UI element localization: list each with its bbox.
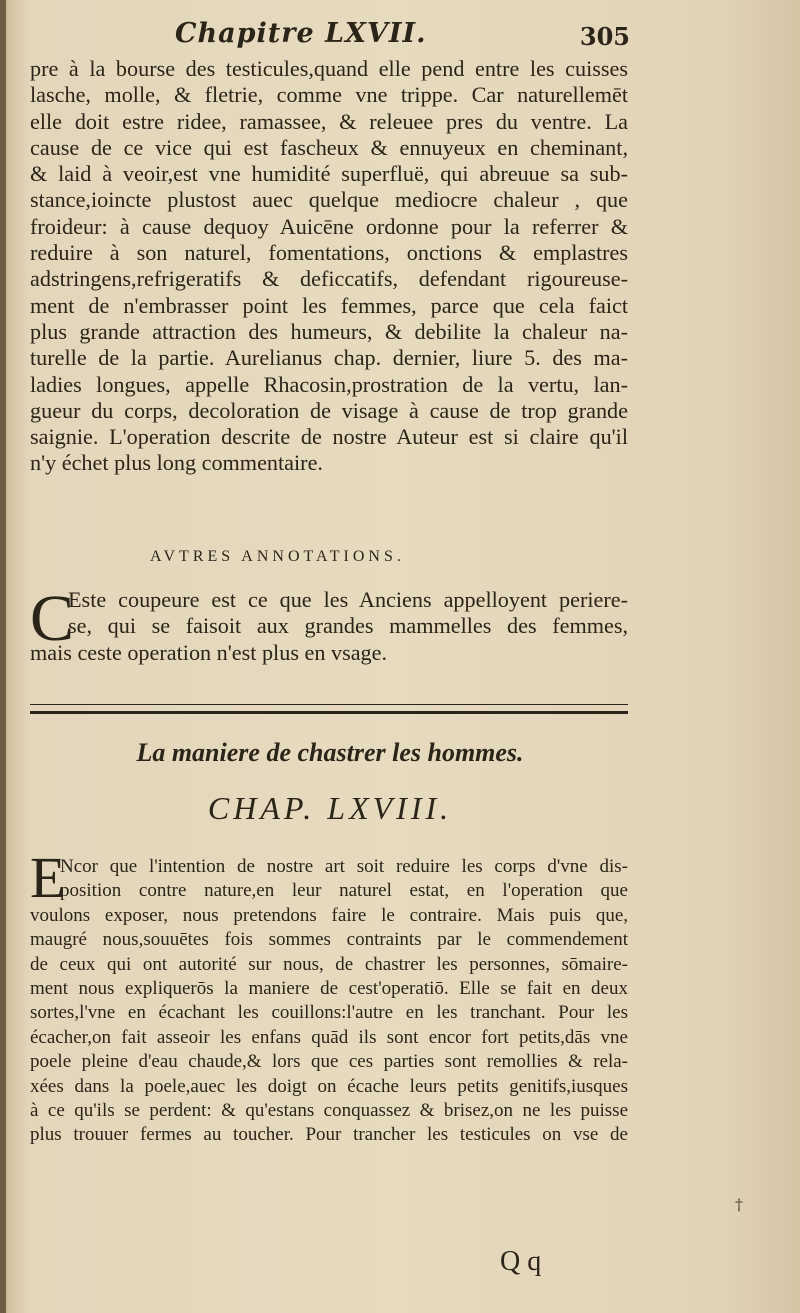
page-number: 305 [579, 22, 630, 51]
text-line: Este coupeure est ce que les Anciens appelloyent periere- [68, 587, 628, 612]
text-line: poele pleine d'eau chaude,& lors que ces parties sont remollies & rela- [30, 1051, 628, 1073]
text-line: lasche, molle, & fletrie, comme vne trippe. Car naturellemēt [30, 82, 628, 108]
text-line: reduire à son naturel, fomentations, onctions & emplastres [30, 240, 628, 266]
section-divider [30, 704, 628, 714]
running-head: Chapitre LXVII. [175, 18, 427, 49]
text-line: froideur: à cause dequoy Auicēne ordonne pour la referrer & [30, 213, 628, 239]
chapter-text [30, 855, 628, 1148]
text-line: saignie. L'operation descrite de nostre Auteur est si claire qu'il [30, 424, 628, 450]
text-line: à ce qu'ils se perdent: & qu'estans conquassez & brisez,on ne les puisse [30, 1100, 628, 1122]
text-line: plus trouuer fermes au toucher. Pour trancher les testicules on vse de [30, 1124, 628, 1146]
text-line: gueur du corps, decoloration de visage à cause de trop grande [30, 397, 628, 423]
section-title: La maniere de chastrer les hommes. [136, 738, 524, 767]
text-line: xées dans la poele,auec les doigt on écache leurs petits genitifs,iusques [30, 1075, 628, 1097]
text-line: turelle de la partie. Aurelianus chap. dernier, liure 5. des ma- [30, 345, 628, 371]
text-line: de ceux qui ont autorité sur nous, de chastrer les personnes, sōmaire- [30, 953, 628, 975]
text-line: maugré nous,souuētes fois sommes contraints par le commendement [30, 929, 628, 951]
binding-gutter [0, 0, 6, 1313]
text-line: plus grande attraction des humeurs, & debilite la chaleur na- [30, 318, 628, 344]
text-line: ment de n'embrasser point les femmes, parce que cela faict [30, 292, 628, 318]
text-line: cause de ce vice qui est fascheux & ennuyeux en cheminant, [30, 134, 628, 160]
commentary-text [30, 56, 628, 477]
text-line: n'y échet plus long commentaire. [30, 450, 323, 476]
text-line: & laid à veoir,est vne humidité superfluë, qui abreuue sa sub- [30, 161, 628, 187]
drop-cap: E [30, 845, 66, 910]
text-line: ment nous expliquerōs la maniere de cest'operatiō. Elle se fait en deux [30, 978, 628, 1000]
annotations-heading: AVTRES ANNOTATIONS. [150, 548, 405, 565]
signature-mark: Q q [500, 1246, 542, 1277]
text-line: stance,ioincte plustost auec quelque mediocre chaleur , que [30, 187, 628, 213]
chapter-label: CHAP. LXVIII. [207, 790, 453, 826]
annotation-text [30, 582, 628, 666]
text-line: ladies longues, appelle Rhacosin,prostration de la vertu, lan- [30, 371, 628, 397]
margin-mark: † [735, 1195, 743, 1214]
text-line: position contre nature,en leur naturel estat, en l'operation que [60, 880, 628, 902]
text-line: écacher,on fait asseoir les enfans quād ils sont encor fort petits,dās vne [30, 1026, 628, 1048]
text-line: sortes,l'vne en écachant les couillons:l'autre en les tranchant. Pour les [30, 1002, 628, 1024]
text-line: voulons exposer, nous pretendons faire le contraire. Mais puis que, [30, 904, 628, 926]
page-header [30, 18, 630, 58]
text-line: elle doit estre ridee, ramassee, & releuee pres du ventre. La [30, 108, 628, 134]
text-line: se, qui se faisoit aux grandes mammelles des femmes, [68, 613, 628, 639]
text-line: pre à la bourse des testicules,quand elle pend entre les cuisses [30, 56, 628, 81]
drop-cap: C [30, 582, 75, 655]
text-line: Ncor que l'intention de nostre art soit reduire les corps d'vne dis- [60, 856, 628, 877]
text-line: adstringens,refrigeratifs & deficcatifs, defendant rigoureuse- [30, 266, 628, 292]
text-line: mais ceste operation n'est plus en vsage. [30, 639, 388, 665]
